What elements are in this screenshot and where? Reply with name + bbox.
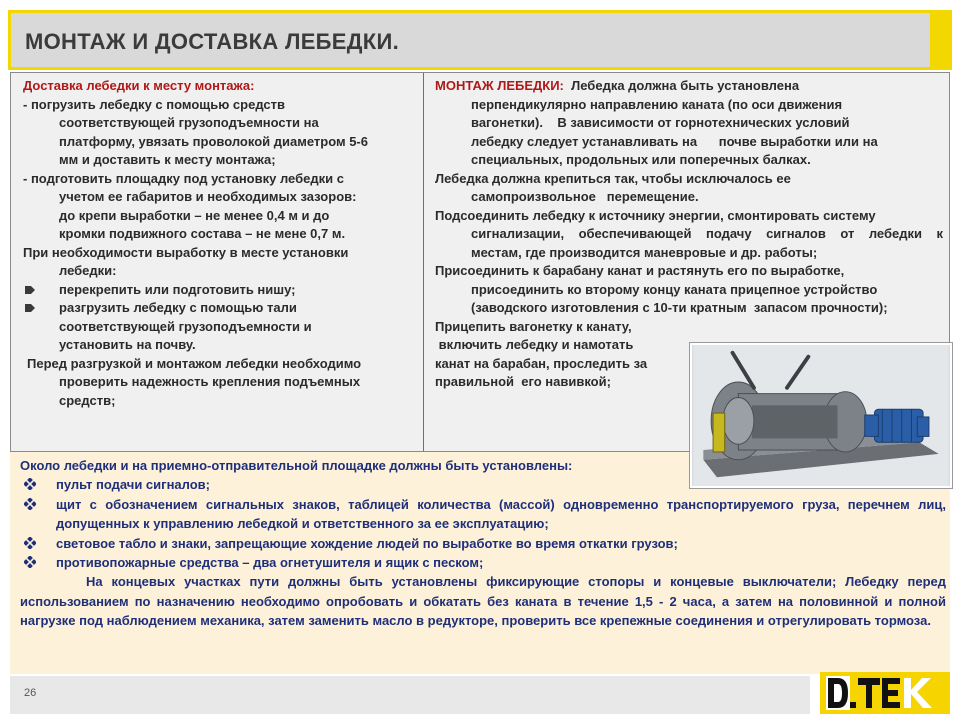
list-item-text: пульт подачи сигналов; (56, 477, 210, 493)
delivery-item-2-line: до крепи выработки – не менее 0,4 м и до (59, 207, 330, 223)
installation-text: Подсоединить лебедку к источнику энергии, смонтировать систему (435, 207, 876, 223)
list-item (20, 495, 946, 534)
installation-heading: МОНТАЖ ЛЕБЕДКИ: (435, 78, 564, 93)
delivery-item-1-line: платформу, увязать проволокой диаметром 5-6 (59, 133, 368, 149)
installation-text: включить лебедку и намотать (435, 337, 634, 352)
installation-heading-tail: Лебедка должна быть установлена (571, 78, 800, 93)
delivery-item-2-line: кромки подвижного состава – не мене 0,7 м. (59, 226, 346, 241)
list-item-text: световое табло и знаки, запрещающие хождение людей по выработке во время откатки грузов; (56, 535, 678, 551)
footer-bar (10, 676, 810, 714)
arrow-bullet-icon (25, 286, 35, 294)
list-item (23, 281, 415, 300)
installation-text: Прицепить вагонетку к канату, (435, 318, 632, 334)
delivery-paragraph: При необходимости выработку в месте установки (23, 244, 349, 260)
delivery-item-1: - погрузить лебедку с помощью средств (23, 96, 285, 112)
dtek-logo (820, 672, 950, 714)
diamond-bullet-icon (24, 478, 36, 490)
installation-text: сигнализации, обеспечивающей подачу сигналов от лебедки к (471, 226, 943, 241)
delivery-heading: Доставка лебедки к месту монтажа: (23, 78, 255, 93)
installation-heading-line (435, 77, 943, 96)
installation-text: местам, где производится маневровые и др. работы; (471, 244, 818, 260)
list-item-text: противопожарные средства – два огнетушителя и ящик с песком; (56, 555, 484, 571)
list-item (20, 534, 946, 553)
delivery-item-2-line: учетом ее габаритов и необходимых зазоров: (59, 189, 357, 204)
list-item (23, 299, 415, 355)
diamond-bullet-icon (24, 498, 36, 510)
page-title: МОНТАЖ И ДОСТАВКА ЛЕБЕДКИ. (25, 29, 399, 54)
bullet-text: перекрепить или подготовить нишу; (59, 281, 296, 297)
delivery-final-line: проверить надежность крепления подъемных (59, 374, 361, 389)
diamond-bullet-icon (24, 537, 36, 549)
winch-photo (690, 343, 952, 488)
installation-text: присоединить ко второму концу каната прицепное устройство (471, 281, 878, 297)
bullet-text: соответствующей грузоподъемности и (59, 318, 312, 334)
installation-text: специальных, продольных или поперечных балках. (471, 152, 811, 167)
installation-text: самопроизвольное перемещение. (471, 189, 699, 204)
arrow-bullet-icon (25, 304, 35, 312)
list-item-text: щит с обозначением сигнальных знаков, таблицей количества (массой) одновременно транспортируемого груза, перечнем лиц, допущенных к управлению лебедкой и ответственного за ее эксплуатацию; (56, 496, 946, 532)
installation-text: вагонетки). В зависимости от горнотехнических условий (471, 115, 850, 130)
requirements-heading: Около лебедки и на приемно-отправительной площадке должны быть установлены: (20, 458, 573, 473)
delivery-final-line: средств; (59, 392, 116, 408)
installation-text: канат на барабан, проследить за (435, 355, 648, 371)
diamond-bullet-icon (24, 556, 36, 568)
delivery-item-2: - подготовить площадку под установку лебедки с (23, 170, 344, 186)
requirements-closing: На концевых участках пути должны быть установлены фиксирующие стопоры и концевые выключатели; Лебедку перед использованием по назначению необходимо опробовать и обкатать без каната в течение 1,5 - 2 часа, а затем на половинной и полной нагрузке под наблюдением механика, затем заменить масло в редукторе, проверить все крепежные соединения и отрегулировать тормоза. (20, 574, 946, 629)
delivery-item-1-line: мм и доставить к месту монтажа; (59, 152, 276, 167)
list-item (20, 553, 946, 572)
page-number: 26 (24, 687, 37, 699)
delivery-final: Перед разгрузкой и монтажом лебедки необходимо (27, 355, 362, 371)
installation-text: перпендикулярно направлению каната (по оси движения (471, 96, 843, 112)
installation-text: лебедку следует устанавливать на почве выработки или на (471, 133, 878, 149)
bullet-text: разгрузить лебедку с помощью тали (59, 300, 297, 315)
installation-text: Лебедка должна крепиться так, чтобы исключалось ее (435, 170, 791, 186)
installation-text: (заводского изготовления с 10-ти кратным запасом прочности); (471, 300, 888, 315)
delivery-item-1-line: соответствующей грузоподъемности на (59, 115, 319, 130)
delivery-paragraph-line: лебедки: (59, 263, 117, 278)
bullet-text: установить на почву. (59, 337, 196, 352)
delivery-column (23, 77, 415, 410)
installation-text: Присоединить к барабану канат и растянуть его по выработке, (435, 263, 845, 278)
installation-text: правильной его навивкой; (435, 374, 611, 389)
column-divider (423, 73, 424, 451)
title-bar (8, 10, 952, 70)
